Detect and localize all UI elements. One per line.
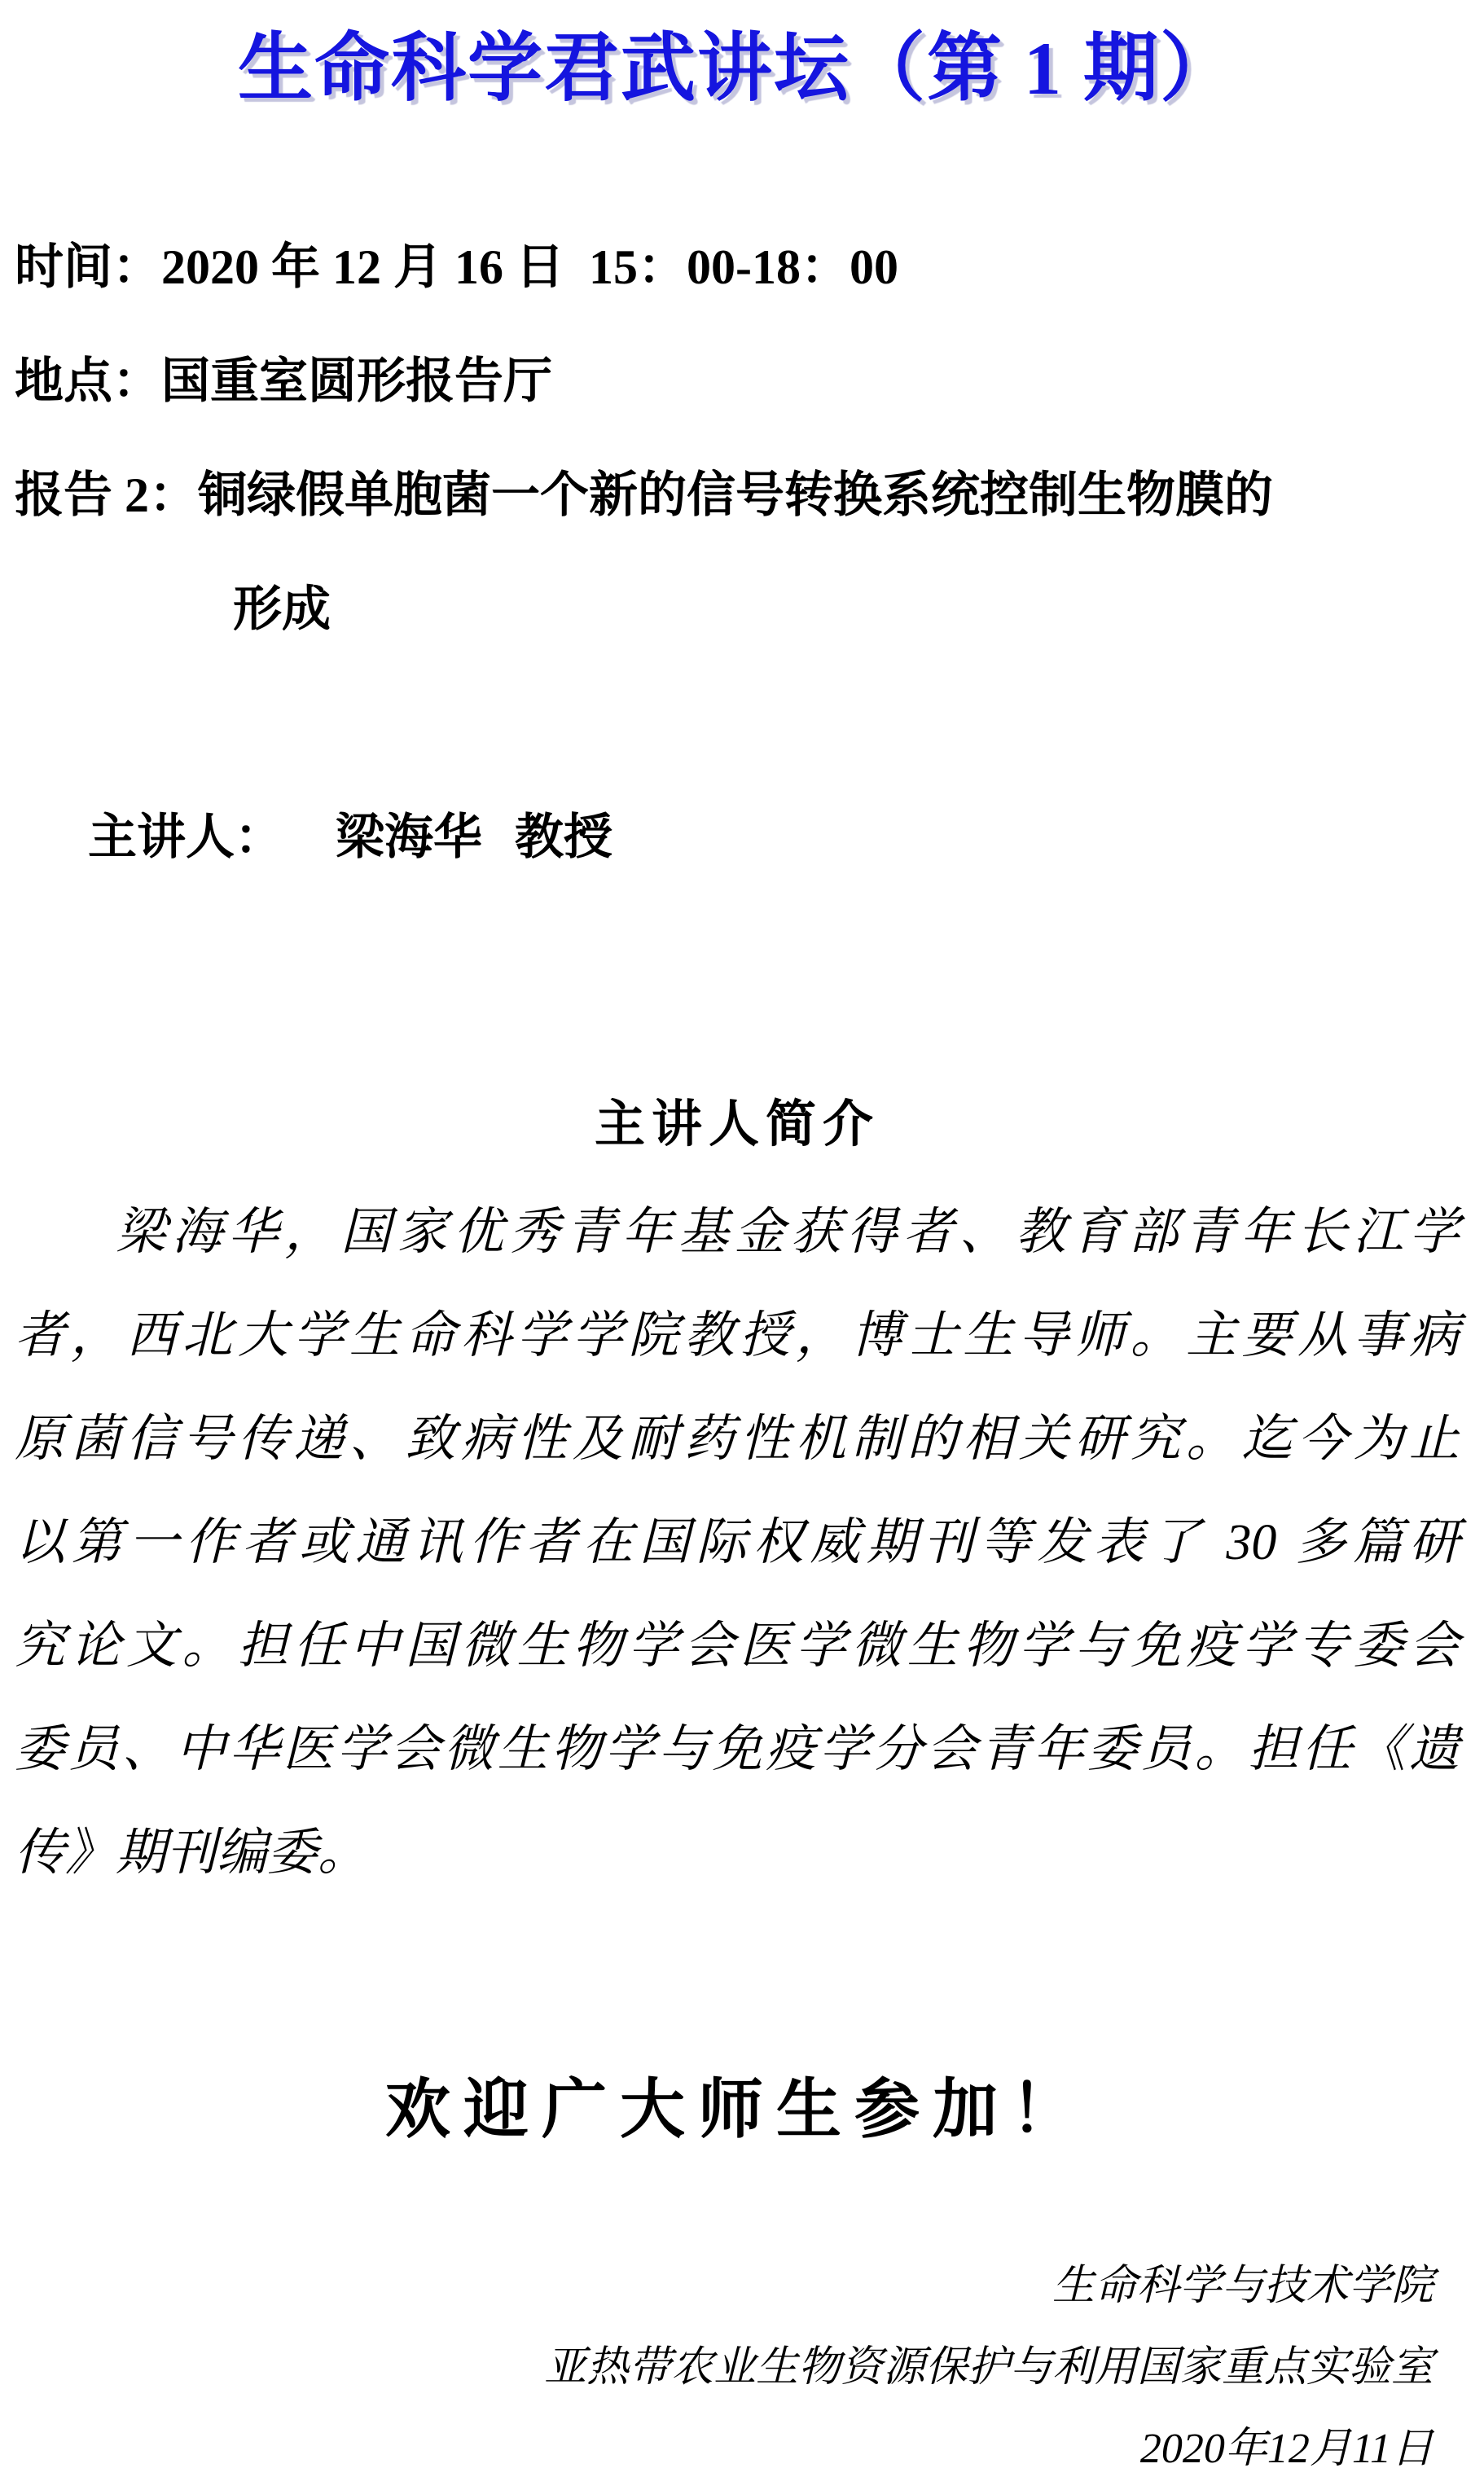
bio-line: 传》期刊编委。 — [15, 1825, 369, 1881]
welcome-line: 欢迎广大师生参加！ — [385, 2075, 1089, 2146]
bio-line: 梁海华，国家优秀青年基金获得者、教育部青年长江学 — [116, 1205, 1460, 1260]
bio-heading: 主讲人简介 — [594, 1097, 880, 1153]
bio-line: 以第一作者或通讯作者在国际权威期刊等发表了 30 多篇研 — [15, 1515, 1460, 1570]
bio-line: 究论文。担任中国微生物学会医学微生物学与免疫学专委会 — [15, 1618, 1460, 1674]
page-title: 生命科学君武讲坛（第 1 期） — [237, 27, 1236, 110]
signature-date: 2020年12月11日 — [1139, 2426, 1434, 2472]
signature-block — [15, 2246, 1460, 2490]
bio-line: 原菌信号传递、致病性及耐药性机制的相关研究。迄今为止 — [15, 1412, 1460, 1467]
bio-line: 委员、中华医学会微生物学与免疫学分会青年委员。担任《遗 — [15, 1722, 1460, 1777]
location-line: 地点：国重室圆形报告厅 — [15, 354, 552, 408]
speaker-line — [15, 666, 1460, 1008]
bio-paragraph — [15, 1181, 1460, 1905]
speaker-label: 主讲人： — [88, 810, 283, 864]
speaker-name: 梁海华 — [336, 810, 482, 864]
org-college: 生命科学与技术学院 — [1052, 2263, 1434, 2309]
event-info — [15, 210, 1460, 1008]
time-line: 时间：2020 年 12 月 16 日 15：00-18：00 — [15, 240, 898, 294]
org-laboratory: 亚热带农业生物资源保护与利用国家重点实验室 — [543, 2344, 1434, 2391]
bio-line: 者，西北大学生命科学学院教授，博士生导师。主要从事病 — [15, 1308, 1460, 1364]
speaker-degree: 教授 — [515, 810, 612, 864]
report-title-line2: 形成 — [233, 582, 331, 636]
report-title-line1: 报告 2：铜绿假单胞菌一个新的信号转换系统控制生物膜的 — [15, 468, 1273, 522]
